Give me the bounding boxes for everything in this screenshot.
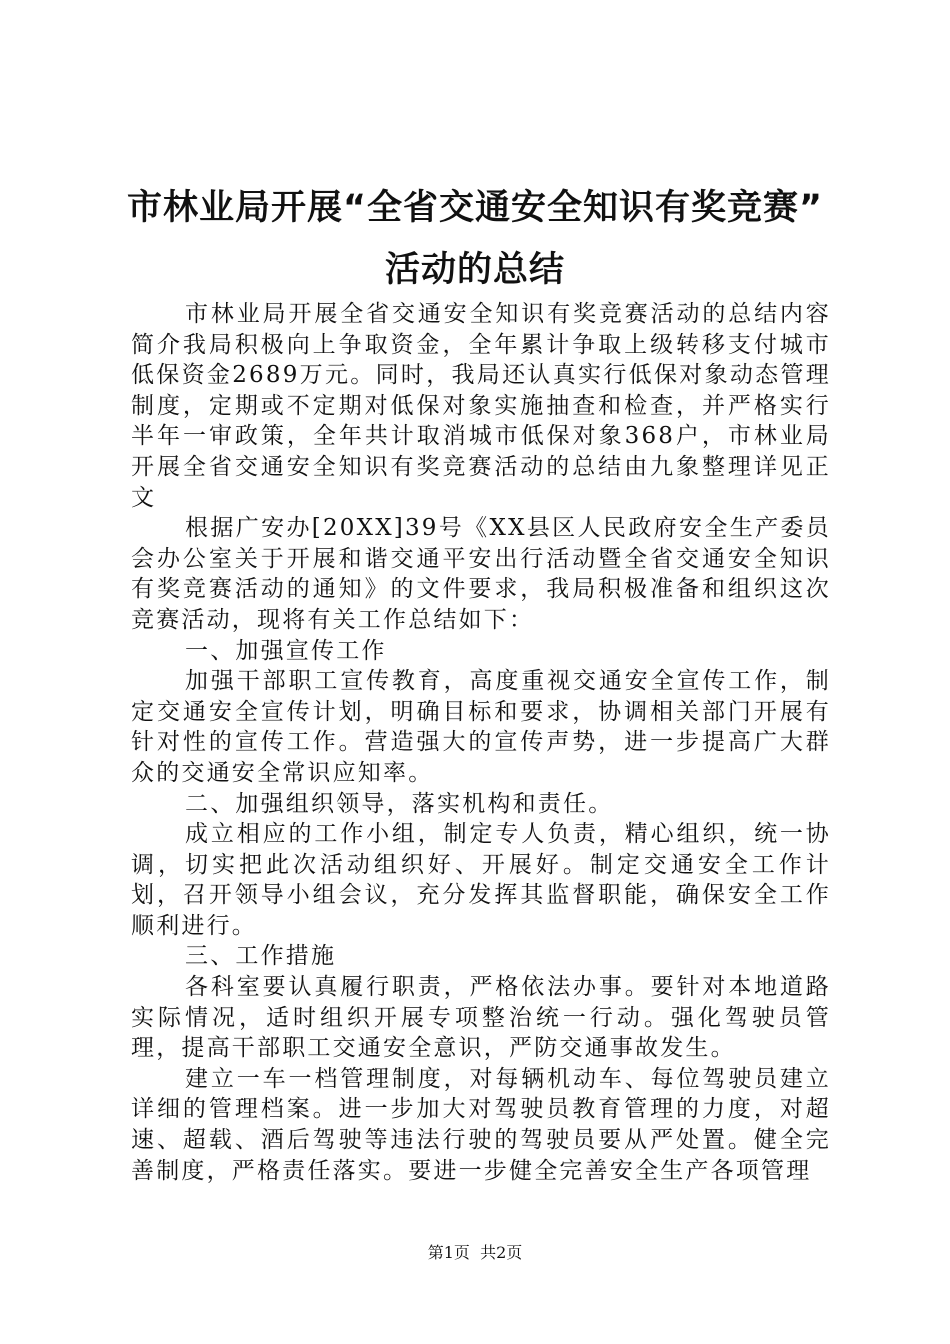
paragraph-section-3b: 建立一车一档管理制度，对每辆机动车、每位驾驶员建立详细的管理档案。进一步加大对驾驶员教育管理的力度，对超速、超载、酒后驾驶等违法行驶的驾驶员要从严处置。健全完善制度，严格责任落实。要进一步健全完善安全生产各项管理 xyxy=(131,1065,831,1184)
document-title-line-1: 市林业局开展“全省交通安全知识有奖竞赛” xyxy=(126,188,823,228)
section-heading-3: 三、工作措施 xyxy=(185,943,337,970)
document-title-line-2: 活动的总结 xyxy=(384,250,565,290)
document-body xyxy=(131,299,831,1186)
paragraph-section-2: 成立相应的工作小组，制定专人负责，精心组织，统一协调，切实把此次活动组织好、开展好。制定交通安全工作计划，召开领导小组会议，充分发挥其监督职能，确保安全工作顺利进行。 xyxy=(131,821,831,939)
paragraph-section-1: 加强干部职工宣传教育，高度重视交通安全宣传工作，制定交通安全宣传计划，明确目标和要求，协调相关部门开展有针对性的宣传工作。营造强大的宣传声势，进一步提高广大群众的交通安全常识应知率。 xyxy=(131,668,831,786)
page-number: 第1页 共2页 xyxy=(427,1243,523,1262)
page-footer xyxy=(0,1243,950,1263)
section-heading-1: 一、加强宣传工作 xyxy=(185,637,387,664)
paragraph-summary: 市林业局开展全省交通安全知识有奖竞赛活动的总结内容简介我局积极向上争取资金，全年累计争取上级转移支付城市低保资金2689万元。同时，我局还认真实行低保对象动态管理制度，定期或不定期对低保对象实施抽查和检查，并严格实行半年一审政策，全年共计取消城市低保对象368户，市林业局开展全省交通安全知识有奖竞赛活动的总结由九象整理详见正文 xyxy=(131,301,831,511)
paragraph-intro: 根据广安办[20XX]39号《XX县区人民政府安全生产委员会办公室关于开展和谐交通平安出行活动暨全省交通安全知识有奖竞赛活动的通知》的文件要求，我局积极准备和组织这次竞赛活动，现将有关工作总结如下： xyxy=(131,515,831,633)
section-heading-2: 二、加强组织领导，落实机构和责任。 xyxy=(185,790,614,817)
paragraph-section-3a: 各科室要认真履行职责，严格依法办事。要针对本地道路实际情况，适时组织开展专项整治统一行动。强化驾驶员管理，提高干部职工交通安全意识，严防交通事故发生。 xyxy=(131,974,831,1062)
